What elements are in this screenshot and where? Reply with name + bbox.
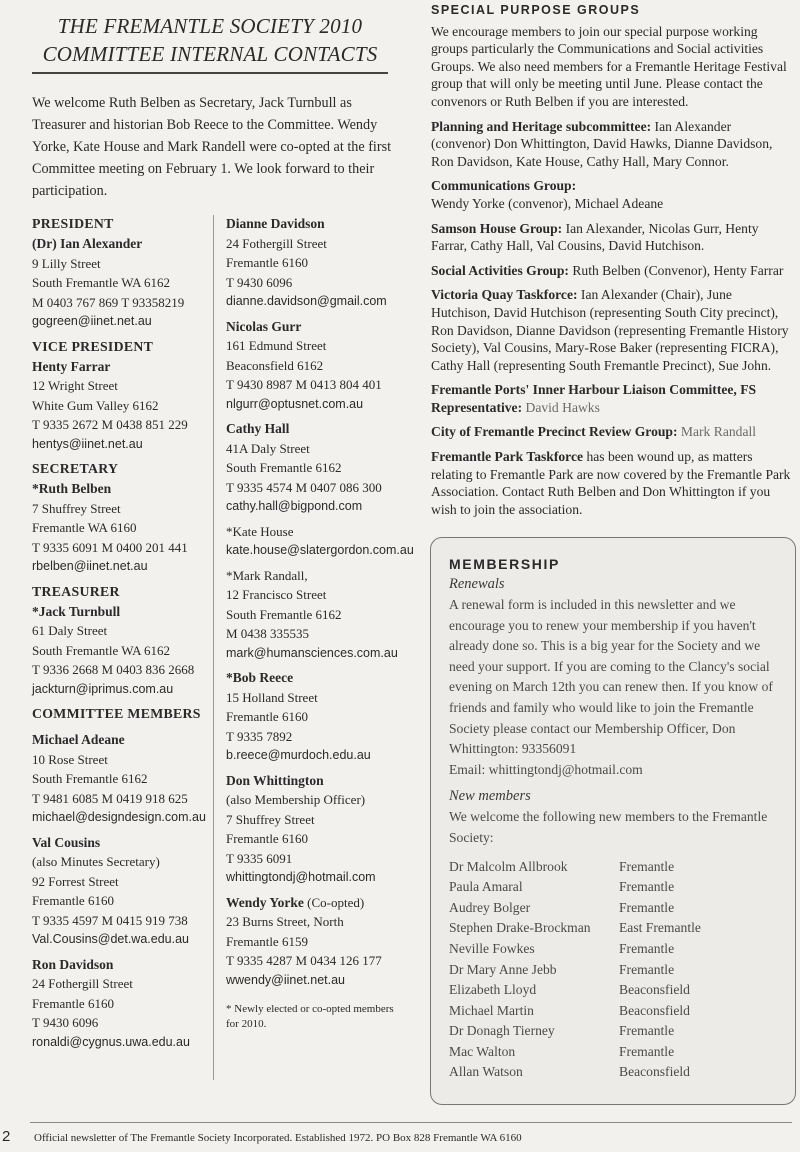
contact-name: Henty Farrar (32, 358, 111, 374)
intro-paragraph: We welcome Ruth Belben as Secretary, Jack Turnbull as Treasurer and historian Bob Reece to the Committee. Wendy Yorke, Kate House and Mark Randell were co-opted at the first Committee meeting on February 1. We look forward to their participation. (32, 95, 392, 199)
phone-line: T 9335 2672 M 0438 851 229 (32, 417, 188, 432)
phone-line: T 9335 4574 M 0407 086 300 (226, 479, 382, 495)
list-item (449, 939, 781, 960)
member-place: Fremantle (619, 899, 675, 915)
address-line: 24 Fothergill Street (32, 976, 133, 991)
address-line: South Fremantle 6162 (32, 771, 148, 786)
contact-name: Dianne Davidson (226, 216, 325, 231)
role-heading: TREASURER (32, 583, 120, 599)
address-line: 12 Francisco Street (226, 587, 327, 602)
email-link[interactable]: b.reece@murdoch.edu.au (226, 748, 371, 762)
role-note: (also Membership Officer) (226, 792, 366, 807)
member-place: East Fremantle (619, 920, 701, 936)
group-text: Mark Randall (677, 424, 757, 440)
new-members-intro: We welcome the following new members to the Fremantle Society: (449, 809, 768, 845)
email-link[interactable]: whittingtondj@hotmail.com (226, 870, 376, 884)
group-label: Planning and Heritage subcommittee: (431, 118, 652, 134)
address-line: 41A Daly Street (226, 440, 310, 456)
contact-name: Cathy Hall (226, 421, 290, 436)
committee-members-heading: COMMITTEE MEMBERS (32, 706, 201, 721)
member-block (226, 566, 416, 664)
contact-name: Ron Davidson (32, 956, 114, 972)
group-label: Fremantle Park Taskforce (431, 449, 584, 465)
contact-name: Wendy Yorke (226, 894, 304, 910)
address-line: White Gum Valley 6162 (32, 397, 159, 413)
email-link[interactable]: Val.Cousins@det.wa.edu.au (32, 932, 189, 946)
group-label: Social Activities Group: (431, 262, 569, 278)
member-name: Stephen Drake-Brockman (449, 920, 591, 936)
page-number: 2 (2, 1128, 11, 1145)
email-link[interactable]: ronaldi@cygnus.uwa.edu.au (32, 1034, 190, 1049)
group-label: City of Fremantle Precinct Review Group: (431, 424, 678, 440)
member-place: Fremantle (619, 858, 675, 874)
contact-name: Nicolas Gurr (226, 318, 302, 334)
address-line: 23 Burns Street, North (226, 914, 344, 929)
email-link[interactable]: kate.house@slatergordon.com.au (226, 543, 414, 557)
role-heading: SECRETARY (32, 461, 119, 476)
phone-line: T 9430 6096 (32, 1015, 99, 1030)
address-line: 15 Holland Street (226, 689, 318, 705)
email-link[interactable]: michael@designdesign.com.au (32, 810, 206, 824)
member-name: Dr Donagh Tierney (449, 1023, 555, 1039)
address-line: 12 Wright Street (32, 378, 118, 393)
email-link[interactable]: cathy.hall@bigpond.com (226, 499, 363, 513)
member-place: Beaconsfield (619, 1064, 690, 1080)
member-name: Dr Malcolm Allbrook (449, 858, 568, 874)
membership-heading: MEMBERSHIP (449, 556, 560, 572)
group-text: Ruth Belben (Convenor), Henty Farrar (568, 262, 784, 278)
address-line: Beaconsfield 6162 (226, 357, 324, 373)
group-label: Victoria Quay Taskforce: (431, 287, 578, 303)
group-text: David Hawks (522, 399, 600, 415)
membership-content (449, 556, 781, 1083)
contact-name: *Mark Randall, (226, 567, 308, 583)
email-link[interactable]: hentys@iinet.net.au (32, 436, 143, 451)
group-entry (431, 423, 793, 441)
new-members-heading: New members (449, 788, 531, 805)
contact-name: *Jack Turnbull (32, 603, 121, 619)
member-place: Fremantle (619, 1023, 675, 1039)
member-block (226, 668, 416, 766)
member-place: Fremantle (619, 879, 675, 895)
phone-line: M 0403 767 869 T 93358219 (32, 294, 185, 310)
middle-contacts-column (226, 214, 416, 1032)
address-line: Fremantle 6160 (226, 255, 308, 270)
treasurer-block (32, 582, 212, 700)
address-line: 161 Edmund Street (226, 338, 327, 353)
member-block (226, 771, 416, 888)
membership-email[interactable]: Email: whittingtondj@hotmail.com (449, 761, 643, 777)
email-link[interactable]: jackturn@iprimus.com.au (32, 681, 174, 696)
group-text: Wendy Yorke (convenor), Michael Adeane (431, 195, 664, 211)
role-note: (also Minutes Secretary) (32, 854, 160, 869)
member-block (226, 419, 416, 517)
column-divider (213, 215, 214, 1080)
president-block (32, 214, 212, 332)
phone-line: T 9335 4597 M 0415 919 738 (32, 912, 188, 928)
renewals-text: A renewal form is included in this newsletter and we encourage you to renew your membership if you haven't already done so. This is a big year for the Society and we need your support. If you are coming to the Clancy's social evening on March 12th you can renew then. If you know of friends and family who would like to join the Fremantle Society please contact our Membership Officer, Don Whittington: 93356091 (449, 597, 773, 757)
email-link[interactable]: gogreen@iinet.net.au (32, 314, 152, 328)
contact-name: *Ruth Belben (32, 481, 112, 496)
phone-line: T 9481 6085 M 0419 918 625 (32, 790, 188, 806)
group-text: Ian Alexander, Nicolas Gurr, Henty Farrar, Cathy Hall, Val Cousins, David Hutchison. (431, 220, 759, 254)
group-text: has been wound up, as matters relating to Fremantle Park are now covered by the Fremantle Park Association. Contact Ruth Belben and Don Whittington if you wish to join the association. (431, 449, 791, 517)
special-groups-intro: We encourage members to join our special purpose working groups particularly the Communications and Social activities Groups. We also need members for a Fremantle Heritage Festival group that will only be meeting until June. Please contact the convenors or Ruth Belben if you are interested. (431, 23, 787, 109)
footer-divider (30, 1122, 792, 1123)
list-item (449, 1062, 781, 1083)
address-line: Fremantle WA 6160 (32, 520, 137, 535)
email-link[interactable]: nlgurr@optusnet.com.au (226, 396, 364, 411)
member-block (226, 522, 416, 561)
phone-line: M 0438 335535 (226, 626, 310, 641)
title-divider (32, 72, 388, 74)
group-entry (431, 286, 793, 374)
group-text: Ian Alexander (convenor) Don Whittington, David Hawks, Dianne Davidson, Ron Davidson, Kate House, Cathy Hall, Mary Connor. (431, 118, 773, 169)
footer-text: Official newsletter of The Fremantle Society Incorporated. Established 1972. PO Box 828 Fremantle WA 6160 (34, 1132, 522, 1144)
email-link[interactable]: wwendy@iinet.net.au (226, 972, 346, 987)
list-item (449, 980, 781, 1001)
member-place: Fremantle (619, 940, 675, 956)
phone-line: T 9335 7892 (226, 728, 293, 744)
member-place: Fremantle (619, 1043, 675, 1059)
address-line: 7 Shuffrey Street (226, 811, 315, 827)
member-name: Allan Watson (449, 1064, 523, 1080)
contact-name: Val Cousins (32, 834, 101, 850)
member-block (32, 955, 212, 1053)
address-line: Fremantle 6160 (32, 893, 114, 908)
group-label: Fremantle Ports' Inner Harbour Liaison Committee, FS Representative: (431, 382, 757, 415)
member-block (226, 893, 416, 991)
secretary-block (32, 459, 212, 577)
address-line: 9 Lilly Street (32, 255, 101, 271)
address-line: 7 Shuffrey Street (32, 500, 121, 516)
member-name: Audrey Bolger (449, 899, 531, 915)
group-entry (431, 262, 793, 280)
address-line: Fremantle 6160 (226, 831, 308, 846)
page-title (30, 12, 390, 68)
contact-name: *Bob Reece (226, 670, 294, 685)
special-groups-heading: SPECIAL PURPOSE GROUPS (431, 3, 641, 17)
list-item (449, 898, 781, 919)
address-line: Fremantle 6159 (226, 933, 308, 949)
list-item (449, 918, 781, 939)
member-place: Fremantle (619, 961, 675, 977)
title-line-1: THE FREMANTLE SOCIETY 2010 (57, 14, 363, 38)
special-purpose-groups (431, 2, 793, 525)
vice-president-block (32, 337, 212, 455)
address-line: South Fremantle WA 6162 (32, 642, 171, 658)
list-item (449, 1042, 781, 1063)
membership-box (430, 537, 796, 1105)
phone-line: T 9430 8987 M 0413 804 401 (226, 377, 382, 392)
role-heading: PRESIDENT (32, 216, 114, 231)
new-members-list (449, 857, 781, 1084)
title-line-2: COMMITTEE INTERNAL CONTACTS (42, 42, 378, 66)
address-line: 61 Daly Street (32, 623, 108, 638)
contact-name-row (226, 893, 416, 913)
footnote: * Newly elected or co-opted members for 2010. (226, 1003, 394, 1030)
address-line: South Fremantle WA 6162 (32, 275, 171, 290)
address-line: 24 Fothergill Street (226, 235, 327, 251)
group-text: Ian Alexander (Chair), June Hutchison, David Hutchison (representing South City precinct), Ron Davidson, Dianne Davidson (representing Fremantle History Society), Val Cousins, Mary-Rose Baker (representing FICRA), Cathy Hall (representing South Fremantle Precinct), Sue John. (431, 287, 789, 373)
group-entry (431, 448, 793, 518)
group-entry (431, 220, 793, 255)
group-label: Samson House Group: (431, 220, 563, 236)
address-line: South Fremantle 6162 (226, 460, 342, 475)
email-link[interactable]: dianne.davidson@gmail.com (226, 294, 387, 308)
group-label: Communications Group: (431, 178, 577, 194)
phone-line: T 9335 6091 M 0400 201 441 (32, 539, 188, 555)
group-entry (431, 177, 793, 212)
list-item (449, 857, 781, 878)
address-line: 92 Forrest Street (32, 873, 119, 889)
name-suffix: (Co-opted) (303, 894, 365, 910)
renewals-heading: Renewals (449, 576, 505, 592)
role-heading: VICE PRESIDENT (32, 338, 154, 354)
address-line: Fremantle 6160 (226, 709, 308, 724)
member-name: Michael Martin (449, 1002, 534, 1018)
member-place: Beaconsfield (619, 1002, 690, 1018)
member-block (32, 730, 212, 828)
list-item (449, 1001, 781, 1022)
list-item (449, 1021, 781, 1042)
email-link[interactable]: rbelben@iinet.net.au (32, 559, 148, 573)
left-contacts-column (32, 214, 212, 1057)
member-name: Paula Amaral (449, 879, 523, 895)
phone-line: T 9430 6096 (226, 274, 293, 290)
group-entry (431, 118, 793, 171)
phone-line: T 9335 4287 M 0434 126 177 (226, 953, 382, 968)
group-entry (431, 381, 793, 416)
address-line: 10 Rose Street (32, 751, 108, 767)
address-line: South Fremantle 6162 (226, 606, 342, 622)
contact-name: *Kate House (226, 523, 294, 539)
member-name: Dr Mary Anne Jebb (449, 961, 557, 977)
list-item (449, 877, 781, 898)
email-link[interactable]: mark@humansciences.com.au (226, 645, 398, 660)
contact-name: Michael Adeane (32, 732, 125, 747)
member-name: Neville Fowkes (449, 940, 535, 956)
contact-name: (Dr) Ian Alexander (32, 236, 143, 251)
phone-line: T 9335 6091 (226, 850, 293, 866)
member-name: Elizabeth Lloyd (449, 982, 537, 998)
member-name: Mac Walton (449, 1043, 516, 1059)
list-item (449, 960, 781, 981)
member-block (32, 833, 212, 950)
member-place: Beaconsfield (619, 982, 690, 998)
member-block (226, 214, 416, 312)
address-line: Fremantle 6160 (32, 995, 114, 1011)
contact-name: Don Whittington (226, 772, 324, 788)
phone-line: T 9336 2668 M 0403 836 2668 (32, 662, 195, 677)
member-block (226, 317, 416, 415)
